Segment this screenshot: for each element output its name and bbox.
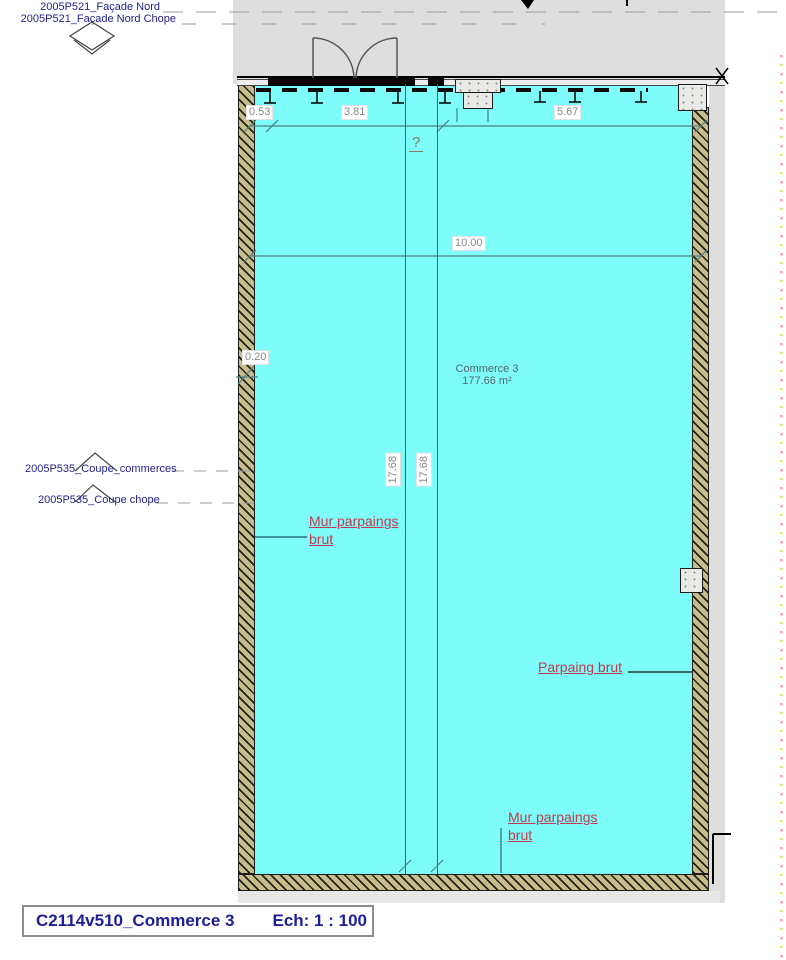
callout-coupe-chope: 2005P535_Coupe chope — [38, 494, 160, 506]
wall-left-hatched — [238, 84, 255, 874]
concrete-pier-top-wide — [455, 79, 501, 93]
dimension-height-right: 17.68 — [416, 453, 432, 487]
callout-facade-nord-chope: 2005P521_Façade Nord Chope — [20, 13, 176, 25]
survey-dotted-line — [780, 55, 783, 960]
exterior-zone-top — [233, 0, 725, 84]
glazing-segment — [268, 78, 415, 86]
title-block — [22, 905, 374, 937]
dimension-wall-thickness: 0.20 — [242, 350, 269, 365]
annotation-parpaing-right: Parpaing brut — [538, 659, 623, 675]
room-commerce3-fill — [255, 84, 692, 874]
wall-bottom-hatched — [238, 874, 709, 891]
room-label — [427, 363, 547, 387]
concrete-column-top-right — [678, 84, 707, 111]
dimension-top-left: 0.53 — [246, 105, 273, 120]
callout-coupe-commerces: 2005P535_Coupe_commerces — [25, 463, 177, 475]
dimension-top-mid: 3.81 — [341, 105, 368, 120]
wall-right-hatched — [692, 107, 709, 874]
room-area: 177.66 m² — [462, 375, 512, 387]
concrete-pier-top-narrow — [463, 92, 493, 109]
annotation-mur-parpaings-left: Mur parpaings brut — [309, 513, 399, 547]
dimension-width-total: 10.00 — [452, 236, 486, 251]
exterior-strip-right — [709, 84, 725, 903]
room-name: Commerce 3 — [455, 363, 519, 375]
dimension-top-right: 5.67 — [554, 105, 581, 120]
dimension-unknown-question: ? — [409, 134, 423, 152]
wall-shadow-bottom — [238, 891, 720, 903]
drawing-title: C2114v510_Commerce 3 — [36, 911, 235, 930]
drawing-scale: Ech: 1 : 100 — [272, 911, 367, 930]
dimension-height-left: 17.68 — [385, 453, 401, 487]
overhang-dashed-line — [256, 88, 648, 92]
callout-facade-nord: 2005P521_Façade Nord — [40, 1, 160, 13]
annotation-mur-parpaings-bottom: Mur parpaings brut — [508, 809, 598, 843]
concrete-pier-right-wall — [680, 568, 703, 593]
glazing-segment — [428, 78, 444, 86]
elevation-marker-icon — [70, 22, 114, 54]
